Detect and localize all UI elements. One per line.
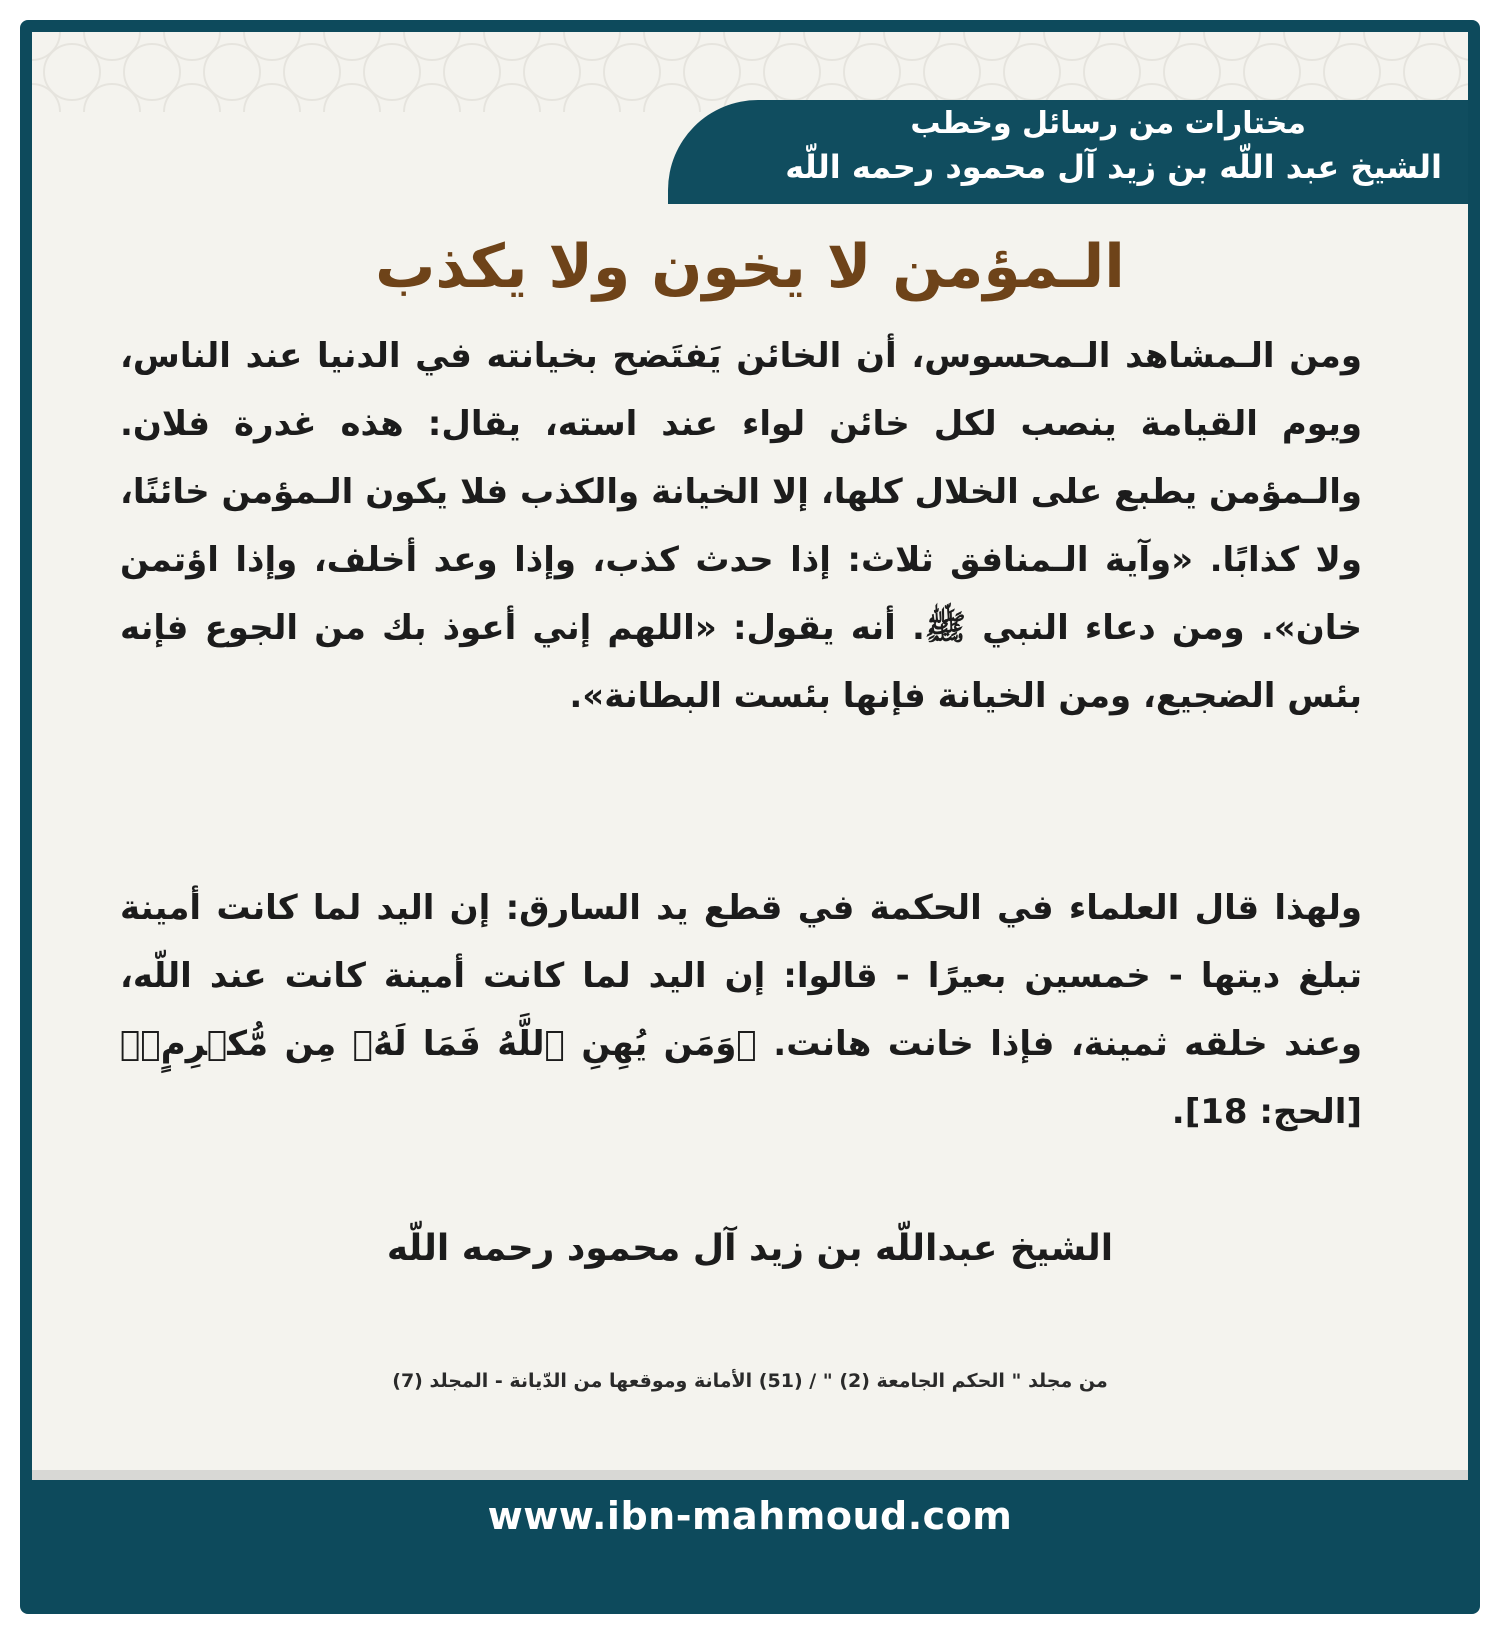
body-paragraph-1: ومن الـمشاهد الـمحسوس، أن الخائن يَفتَضح بخيانته في الدنيا عند الناس، ويوم القيامة ينصب لكل خائن لواء عند استه، يقال: هذه غدرة فلان. والـمؤمن يطبع على الخلال كلها، إلا الخيانة والكذب فلا يكون الـمؤمن خائنًا، ولا كذابًا. «وآية الـمنافق ثلاث: إذا حدث كذب، وإذا وعد أخلف، وإذا اؤتمن خان». ومن دعاء النبي ﷺ. أنه يقول: «اللهم إني أعوذ بك من الجوع فإنه بئس الضجيع، ومن الخيانة فإنها بئست البطانة». xyxy=(120,336,1362,716)
content-panel xyxy=(32,32,1468,1480)
card-frame xyxy=(20,20,1480,1614)
author-signature: الشيخ عبداللّه بن زيد آل محمود رحمه اللّه xyxy=(386,1228,1114,1269)
divider xyxy=(32,1470,1468,1480)
website-link[interactable]: www.ibn-mahmoud.com xyxy=(487,1494,1013,1538)
source-citation: من مجلد " الحكم الجامعة (2) " / (51) الأمانة وموقعها من الدّيانة - المجلد (7) xyxy=(392,1370,1108,1392)
body-paragraph-2: ولهذا قال العلماء في الحكمة في قطع يد السارق: إن اليد لما كانت أمينة تبلغ ديتها - خمسين بعيرًا - قالوا: إن اليد لما كانت أمينة كانت عند اللّه، وعند خلقه ثمينة، فإذا خانت هانت. ﴿وَمَن يُهِنِ ٱللَّهُ فَمَا لَهُۥ مِن مُّكۡرِمٍۚ﴾ [الحج: 18]. xyxy=(120,888,1362,1132)
page-title: الـمؤمن لا يخون ولا يكذب xyxy=(375,232,1125,302)
header-banner xyxy=(668,100,1468,204)
series-title: مختارات من رسائل وخطب xyxy=(910,106,1306,141)
author-heading: الشيخ عبد اللّه بن زيد آل محمود رحمه اللّه xyxy=(785,148,1442,186)
